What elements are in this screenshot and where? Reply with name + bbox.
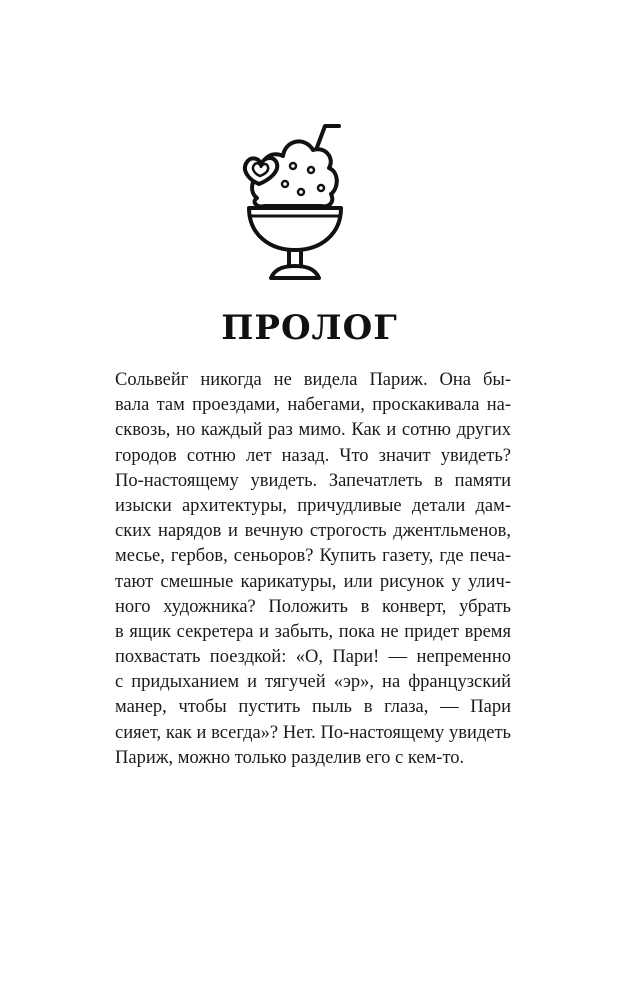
paragraph-line: По-настоящему увидеть. Запечатлеть в памяти (115, 470, 511, 491)
paragraph-line: тают смешные карикатуры, или рисунок у улич- (115, 571, 511, 592)
paragraph-line: манер, чтобы пустить пыль в глаза, — Пари (115, 697, 511, 718)
paragraph-line: Сольвейг никогда не видела Париж. Она бы- (115, 370, 511, 390)
paragraph-line: сквозь, но каждый раз мимо. Как и сотню других (115, 420, 511, 441)
sundae-illustration (235, 112, 355, 287)
sundae-icon (235, 112, 355, 287)
chapter-title: ПРОЛОГ (221, 308, 398, 348)
paragraph-line: с придыханием и тягучей «эр», на французский (115, 672, 511, 693)
paragraph-line: ного художника? Положить в конверт, убрать (115, 596, 511, 617)
paragraph-line: похвастать поездкой: «О, Пари! — непременно (115, 647, 511, 668)
paragraph-line: ских нарядов и вечную строгость джентльменов, (115, 521, 511, 542)
paragraph-line: Париж, можно только разделив его с кем-то. (115, 747, 465, 768)
paragraph-line: сияет, как и всегда»? Нет. По-настоящему увидеть (115, 722, 511, 743)
paragraph-line: городов сотню лет назад. Что значит увидеть? (115, 445, 511, 466)
paragraph-line: изыски архитектуры, причудливые детали дам- (115, 495, 511, 516)
paragraph-line: в ящик секретера и забыть, пока не придет время (115, 621, 511, 642)
prologue-paragraph (115, 368, 511, 771)
paragraph-line: месье, гербов, сеньоров? Купить газету, где печа- (115, 546, 511, 567)
paragraph-line: вала там проездами, набегами, проскакивала на- (115, 395, 511, 416)
